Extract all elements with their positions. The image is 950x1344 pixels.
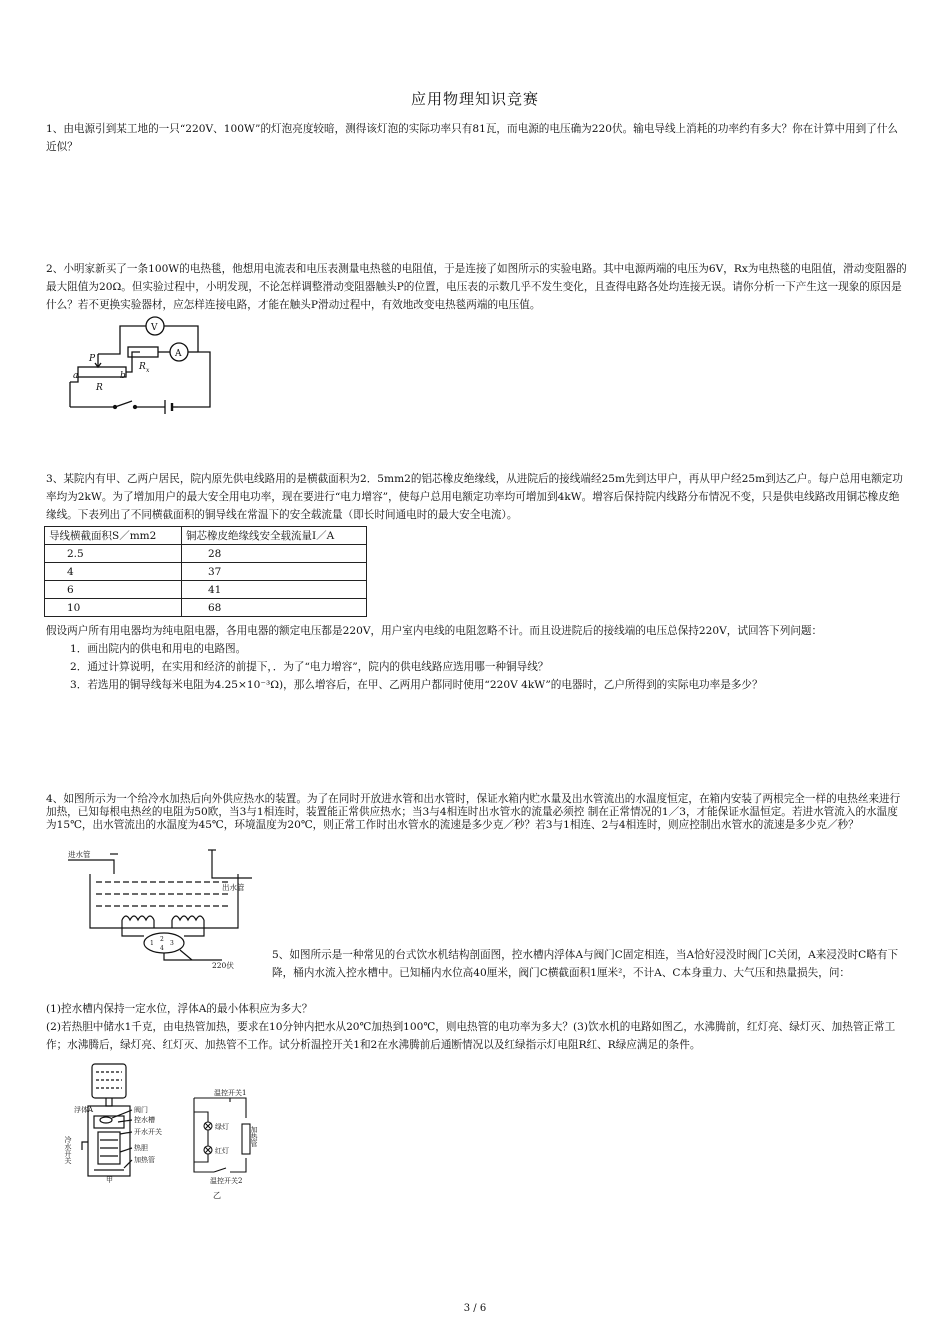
ammeter-label: A bbox=[175, 349, 182, 359]
q2-circuit-diagram bbox=[60, 312, 220, 422]
question-1: 1、由电源引到某工地的一只“220V、100W”的灯泡亮度较暗，测得该灯泡的实际功率只有81瓦，而电源的电压确为220伏。输电导线上消耗的功率约有多大？你在计算中用到了什么近似？ bbox=[46, 123, 899, 153]
rheostat-label: R bbox=[96, 383, 103, 393]
terminal-1-label: 1 bbox=[150, 940, 154, 947]
q5-dispenser-diagram bbox=[66, 1062, 186, 1184]
question-3: 3、某院内有甲、乙两户居民，院内原先供电线路用的是横截面积为2．5mm2的铝芯橡皮绝缘线，从进院后的接线端经25m先到达甲户，再从甲户经25m到达乙户。每户总用电额定功率均为2kW。为了增加用户的最大安全用电功率，现在要进行“电力增容”，使每户总用电额定功率均可增加到4kW。增容后保持院内线路分布情况不变，只是供电线路改用铜芯橡皮绝缘线。下表列出了不同横截面积的铜导线在常温下的安全载流量（即长时间通电时的最大安全电流）。 bbox=[46, 473, 903, 521]
float-a-label: 浮体A bbox=[74, 1106, 94, 1114]
green-lamp-label: 绿灯 bbox=[215, 1123, 229, 1131]
slider-p-label: P bbox=[89, 354, 96, 364]
question-5-part-1: (1)控水槽内保持一定水位，浮体A的最小体积应为多大？ bbox=[46, 1003, 313, 1015]
table-cell: 2.5 bbox=[45, 545, 182, 563]
terminal-2-label: 2 bbox=[160, 936, 164, 943]
q4-water-heater-diagram bbox=[62, 848, 262, 970]
table-cell: 41 bbox=[182, 581, 367, 599]
table-header-cell: 铜芯橡皮绝缘线安全载流量I／A bbox=[182, 527, 367, 545]
page-number: 3 / 6 bbox=[463, 1303, 487, 1314]
q5-circuit-diagram bbox=[190, 1088, 280, 1190]
table-row bbox=[45, 545, 367, 563]
valve-label: 阀门 bbox=[134, 1106, 148, 1114]
page-title: 应用物理知识竞赛 bbox=[410, 90, 539, 108]
question-2: 2、小明家新买了一条100W的电热毯，他想用电流表和电压表测量电热毯的电阻值，于是连接了如图所示的实验电路。其中电源两端的电压为6V，Rx为电热毯的电阻值，滑动变阻器的最大阻值为20Ω。但实验过程中，小明发现，不论怎样调整滑动变阻器触头P的位置，电压表的示数几乎不发生变化，且查得电路各处均连接无误。请你分析一下产生这一现象的原因是什么？若不更换实验器材，应怎样连接电路，才能在触头P滑动过程中，有效地改变电热毯两端的电压值。 bbox=[46, 263, 907, 311]
table-row bbox=[45, 563, 367, 581]
voltmeter-label: V bbox=[151, 323, 158, 333]
question-3-item-2: 2．通过计算说明，在实用和经济的前提下，．为了“电力增容”，院内的供电线路应选用哪一种铜导线？ bbox=[70, 661, 549, 673]
control-tank-label: 控水槽 bbox=[134, 1116, 155, 1124]
terminal-4-label: 4 bbox=[160, 945, 164, 952]
hot-gall-label: 热胆 bbox=[134, 1144, 148, 1152]
question-5-intro: 5、如图所示是一种常见的台式饮水机结构剖面图，控水槽内浮体A与阀门C固定相连，当A恰好浸没时阀门C关闭，A来浸没时C略有下降，桶内水流入控水槽中。已知桶内水位高40厘米，阀门C横截面积1厘米²，不计A、C本身重力、大气压和热量损失，问： bbox=[272, 949, 899, 979]
rx-subscript: x bbox=[146, 367, 150, 374]
question-4: 4、如图所示为一个给冷水加热后向外供应热水的装置。为了在同时开放进水管和出水管时，保证水箱内贮水量及出水管流出的水温度恒定，在箱内安装了两根完全一样的电热丝来进行加热，已知每根电热丝的电阻为50欧，当3与1相连时，装置能正常供应热水；当3与4相连时出水管水的流量必须控 制在正常情况的1／3，才能保证水温恒定。若进水管流入的水温度为15℃，出水管流出的水温度为45℃，环境温度为20℃，则正常工作时出水管水的流速是多少克／秒？若3与1相连、2与4相连时，则应控制出水管水的流速是多少克／秒？ bbox=[46, 793, 901, 831]
terminal-3-label: 3 bbox=[170, 940, 174, 947]
temp-switch-1-label: 温控开关1 bbox=[214, 1089, 247, 1097]
figure-jia-label: 甲 bbox=[106, 1176, 113, 1184]
heater-label: 加热管 bbox=[250, 1126, 258, 1147]
red-lamp-label: 红灯 bbox=[215, 1147, 229, 1155]
table-cell: 10 bbox=[45, 599, 182, 617]
table-cell: 37 bbox=[182, 563, 367, 581]
table-cell: 4 bbox=[45, 563, 182, 581]
hot-switch-label: 开水开关 bbox=[134, 1128, 162, 1136]
end-a-label: a bbox=[73, 371, 79, 381]
cold-water-switch-label: 冷水开关 bbox=[64, 1136, 72, 1164]
question-3-assumptions: 假设两户所有用电器均为纯电阻电器，各用电器的额定电压都是220V，用户室内电线的电阻忽略不计。而且设进院后的接线端的电压总保持220V，试回答下列问题： bbox=[46, 625, 823, 637]
table-cell: 6 bbox=[45, 581, 182, 599]
table-cell: 28 bbox=[182, 545, 367, 563]
rx-label: R bbox=[139, 362, 146, 372]
table-cell: 68 bbox=[182, 599, 367, 617]
outlet-pipe-label: 出水管 bbox=[222, 883, 245, 892]
figure-yi-label: 乙 bbox=[213, 1191, 221, 1200]
table-row bbox=[45, 599, 367, 617]
end-b-label: b bbox=[120, 371, 126, 381]
heater-tube-label: 加热管 bbox=[134, 1156, 155, 1164]
table-header-row bbox=[45, 527, 367, 545]
table-header-cell: 导线横截面积S／mm2 bbox=[45, 527, 182, 545]
table-row bbox=[45, 581, 367, 599]
temp-switch-2-label: 温控开关2 bbox=[210, 1177, 243, 1185]
question-5-part-2: (2)若热胆中储水1千克，由电热管加热，要求在10分钟内把水从20℃加热到100℃，则电热管的电功率为多大？(3)饮水机的电路如图乙，水沸腾前，红灯亮、绿灯灭、加热管正常工作；水沸腾后，绿灯亮、红灯灭、加热管不工作。试分析温控开关1和2在水沸腾前后通断情况以及红绿指示灯电阻R红、R绿应满足的条件。 bbox=[46, 1021, 896, 1051]
cable-capacity-table bbox=[44, 526, 367, 617]
question-3-item-3: 3．若选用的铜导线每米电阻为4.25×10⁻³Ω)，那么增容后，在甲、乙两用户都同时使用“220V 4kW”的电器时，乙户所得到的实际电功率是多少？ bbox=[70, 679, 763, 691]
inlet-pipe-label: 进水管 bbox=[68, 850, 91, 859]
question-3-item-1: 1．画出院内的供电和用电的电路图。 bbox=[70, 643, 247, 655]
supply-voltage-label: 220伏 bbox=[212, 961, 234, 970]
